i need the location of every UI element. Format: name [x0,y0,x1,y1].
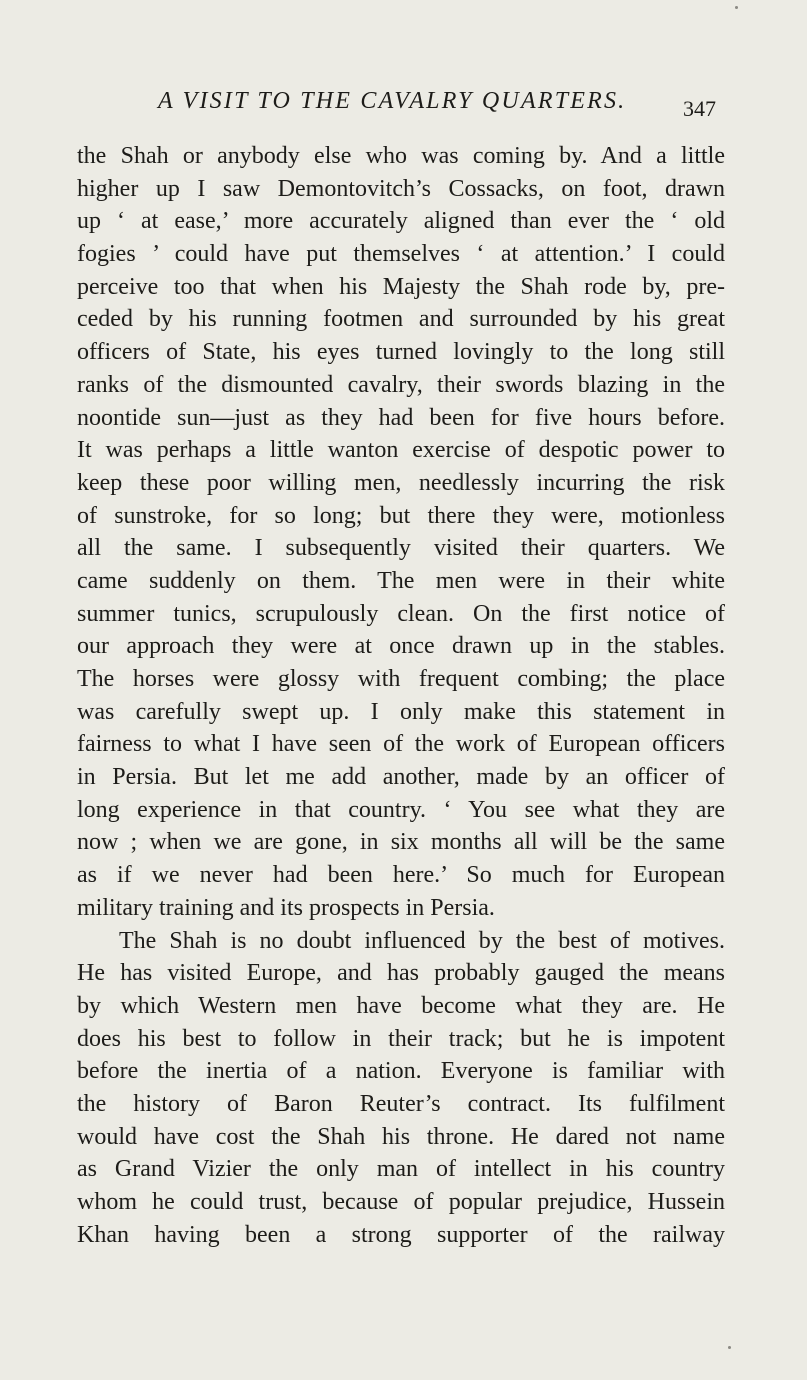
text-line: ranks of the dismounted cavalry, their swords blazing in the [77,371,725,398]
text-line: higher up I saw Demontovitch’s Cossacks, on foot, drawn [77,175,725,202]
body-text [77,140,725,1251]
text-line: was carefully swept up. I only make this statement in [77,698,725,725]
text-line: noontide sun—just as they had been for five hours before. [77,404,725,431]
text-line: fogies ’ could have put themselves ‘ at attention.’ I could [77,241,725,268]
text-line: does his best to follow in their track; but he is impotent [77,1025,725,1052]
text-line: as if we never had been here.’ So much for European [77,862,725,889]
page-number: 347 [683,96,716,121]
text-line: the Shah or anybody else who was coming by. And a little [77,143,725,169]
text-line: ceded by his running footmen and surrounded by his great [77,306,725,333]
text-line: up ‘ at ease,’ more accurately aligned than ever the ‘ old [77,208,725,235]
text-line: before the inertia of a nation. Everyone is familiar with [77,1058,725,1085]
text-line: by which Western men have become what they are. He [77,992,725,1019]
text-line: now ; when we are gone, in six months all will be the same [77,829,725,856]
text-line: perceive too that when his Majesty the Shah rode by, pre- [77,273,725,300]
text-line: our approach they were at once drawn up in the stables. [77,633,725,660]
text-line: came suddenly on them. The men were in their white [77,567,725,594]
running-title: A VISIT TO THE CAVALRY QUARTERS. [158,88,627,114]
text-line: all the same. I subsequently visited their quarters. We [77,535,725,562]
text-line: whom he could trust, because of popular prejudice, Hussein [77,1189,725,1215]
text-line: summer tunics, scrupulously clean. On the first notice of [77,600,725,627]
text-line: long experience in that country. ‘ You see what they are [77,796,725,823]
text-line: of sunstroke, for so long; but there they were, motionless [77,502,725,529]
paper-speck [735,6,738,9]
text-line: The horses were glossy with frequent combing; the place [77,666,725,692]
text-line: officers of State, his eyes turned lovingly to the long still [77,339,725,366]
text-line: would have cost the Shah his throne. He dared not name [77,1123,725,1150]
text-line: keep these poor willing men, needlessly incurring the risk [77,469,725,496]
text-line: Khan having been a strong supporter of the railway [77,1221,725,1248]
text-line: in Persia. But let me add another, made by an officer of [77,764,725,791]
text-line: as Grand Vizier the only man of intellect in his country [77,1156,725,1183]
text-line: He has visited Europe, and has probably gauged the means [77,960,725,987]
text-line: It was perhaps a little wanton exercise of despotic power to [77,437,725,464]
paper-speck [728,1346,731,1349]
text-line: The Shah is no doubt influenced by the best of motives. [119,927,725,954]
text-line: the history of Baron Reuter’s contract. Its fulfilment [77,1090,725,1117]
text-line: military training and its prospects in Persia. [77,894,495,921]
running-head [0,88,807,128]
text-line: fairness to what I have seen of the work of European officers [77,731,725,758]
